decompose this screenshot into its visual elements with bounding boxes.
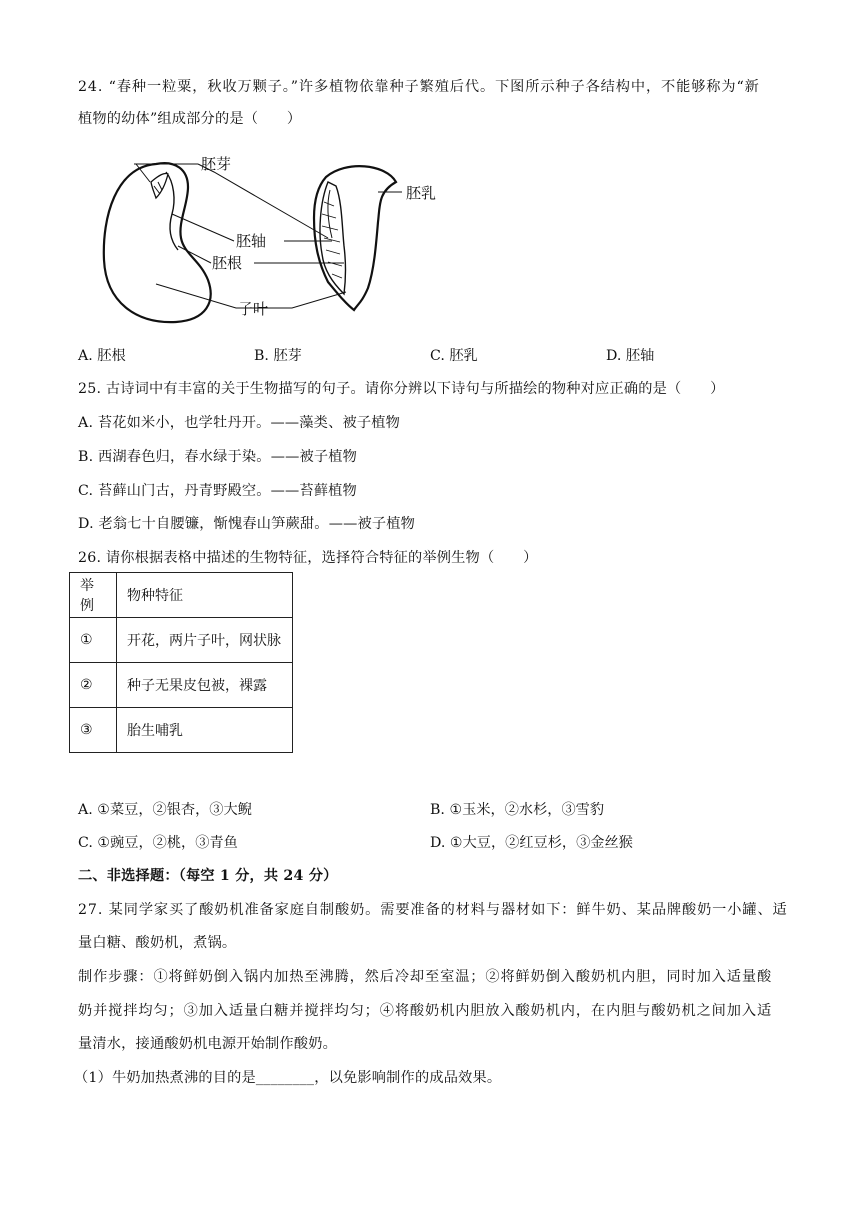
q26-option-c: C. ①豌豆，②桃，③青鱼: [78, 835, 238, 851]
seed-structure-figure: [96, 142, 456, 332]
q27-line4: 奶并搅拌均匀；③加入适量白糖并搅拌均匀；④将酸奶机内胆放入酸奶机内，在内胆与酸奶机之间加入适: [78, 1003, 773, 1019]
table-cell: ①: [70, 618, 117, 663]
label-plumule: 胚芽: [201, 155, 232, 173]
q25-stem: 25. 古诗词中有丰富的关于生物描写的句子。请你分辨以下诗句与所描绘的物种对应正确的是（ ）: [78, 381, 725, 397]
q27-sub1: （1）牛奶加热煮沸的目的是________，以免影响制作的成品效果。: [74, 1070, 502, 1086]
table-row: [70, 663, 293, 708]
q27-line2: 量白糖、酸奶机，煮锅。: [78, 935, 237, 951]
q26-option-d: D. ①大豆，②红豆杉，③金丝猴: [430, 835, 633, 851]
table-header-row: [70, 573, 293, 618]
q24-stem-line1: 24. “春种一粒粟，秋收万颗子。”许多植物依靠种子繁殖后代。下图所示种子各结构中，不能够称为“新: [78, 79, 760, 95]
q24-option-d: D. 胚轴: [606, 348, 655, 364]
table-cell: 开花，两片子叶，网状脉: [117, 618, 293, 663]
q26-stem: 26. 请你根据表格中描述的生物特征，选择符合特征的举例生物（ ）: [78, 550, 538, 566]
q25-option-b: B. 西湖春色归，春水绿于染。——被子植物: [78, 449, 358, 465]
label-endosperm: 胚乳: [406, 184, 437, 202]
q24-option-b: B. 胚芽: [254, 348, 302, 364]
q25-option-d: D. 老翁七十自腰镰，惭愧春山笋蕨甜。——被子植物: [78, 516, 416, 532]
section2-heading: 二、非选择题：（每空 1 分，共 24 分）: [78, 868, 338, 884]
q24-stem-line2: 植物的幼体”组成部分的是（ ）: [78, 111, 302, 127]
table-cell: 胎生哺乳: [117, 708, 293, 753]
label-cotyledon: 子叶: [238, 300, 269, 318]
q24-option-a: A. 胚根: [78, 348, 126, 364]
q27-line1: 27. 某同学家买了酸奶机准备家庭自制酸奶。需要准备的材料与器材如下：鲜牛奶、某品牌酸奶一小罐、适: [78, 902, 788, 918]
q27-line3: 制作步骤：①将鲜奶倒入锅内加热至沸腾，然后冷却至室温；②将鲜奶倒入酸奶机内胆，同时加入适量酸: [78, 969, 773, 985]
table-row: [70, 618, 293, 663]
q25-option-a: A. 苔花如米小，也学牡丹开。——藻类、被子植物: [78, 415, 401, 431]
q27-line5: 量清水，接通酸奶机电源开始制作酸奶。: [78, 1036, 337, 1052]
table-cell: ③: [70, 708, 117, 753]
table-cell: 种子无果皮包被，裸露: [117, 663, 293, 708]
q25-option-c: C. 苔藓山门古，丹青野殿空。——苔藓植物: [78, 483, 357, 499]
table-row: [70, 708, 293, 753]
table-header-cell: 物种特征: [117, 573, 293, 618]
label-radicle: 胚根: [212, 254, 243, 272]
table-header-cell: 举例: [70, 573, 117, 618]
q24-option-c: C. 胚乳: [430, 348, 478, 364]
q26-traits-table: [69, 572, 293, 753]
table-cell: ②: [70, 663, 117, 708]
leader-plumule-corn: [198, 164, 328, 238]
label-hypocotyl: 胚轴: [236, 232, 267, 250]
q26-option-a: A. ①菜豆，②银杏，③大鲵: [78, 802, 252, 818]
q26-option-b: B. ①玉米，②水杉，③雪豹: [430, 802, 605, 818]
